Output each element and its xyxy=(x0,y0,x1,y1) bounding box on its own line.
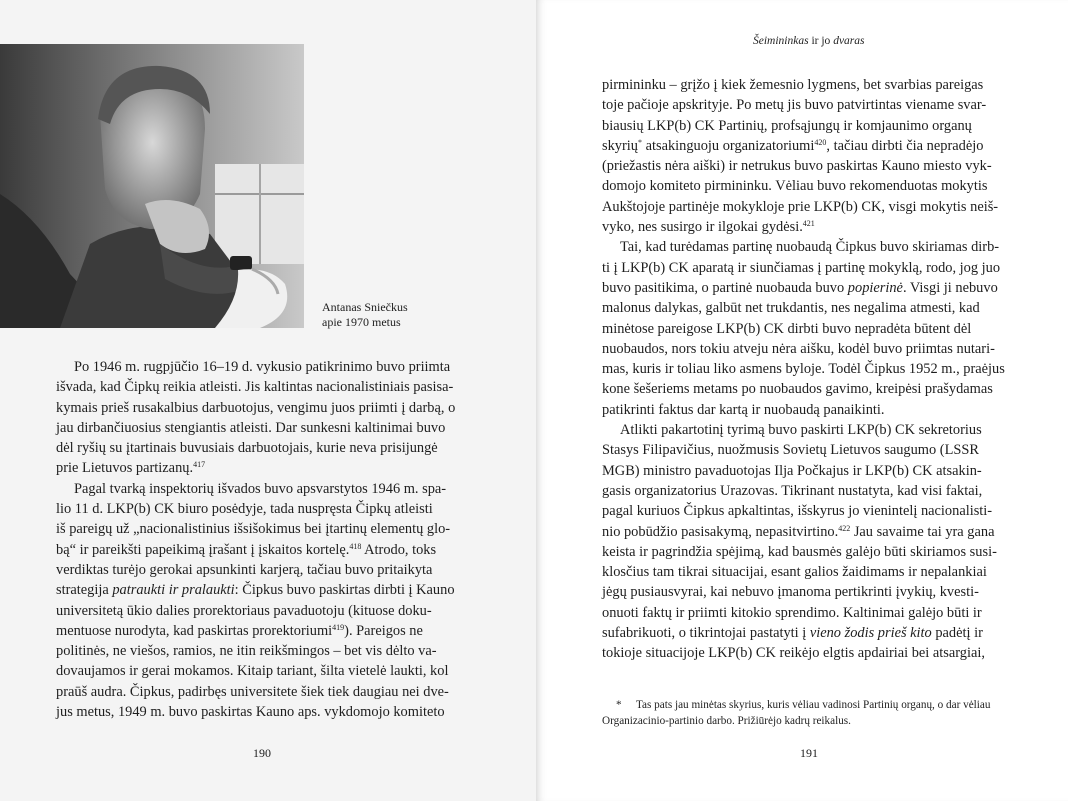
text-run: pirmininku – grįžo į kiek žemesnio lygmens, bet svarbias pareigas xyxy=(602,77,984,93)
text-run: ). Pareigos ne xyxy=(344,622,423,639)
text-line xyxy=(56,540,467,560)
text-run: onuoti faktų ir priimti kitokio sprendimo. Kaltinimai galėjo būti ir xyxy=(602,604,982,621)
text-run: MGB) ministro pavaduotojas Ilja Počkajus ir LKP(b) CK atsakin- xyxy=(602,462,982,479)
text-run: kymais prieš rusakalbius darbuotojus, vengimu juos priimti į darbą, o xyxy=(56,399,456,416)
text-run: kone šešeriems metams po nuobaudos gavimo, kreipėsi prašydamas xyxy=(602,381,993,398)
text-run: Atrodo, toks xyxy=(361,541,437,558)
text-run: Atlikti pakartotinį tyrimą buvo paskirti LKP(b) CK sekretorius xyxy=(620,422,982,439)
footnote-text: Tas pats jau minėtas skyrius, kuris vėliau vadinosi Partinių organų, o dar vėliau xyxy=(636,699,991,711)
text-run: Po 1946 m. rugpjūčio 16–19 d. vykusio patikrinimo buvo priimta xyxy=(74,359,451,375)
text-line xyxy=(602,400,1011,420)
footnote-line xyxy=(602,697,1011,713)
text-line xyxy=(602,481,1011,501)
caption-line: Antanas Sniečkus xyxy=(322,300,408,314)
running-head-title: Šeimininkas xyxy=(753,35,809,47)
text-run: domojo komiteto pirmininku. Vėliau buvo rekomenduotas mokytis xyxy=(602,178,988,195)
text-run: Pagal tvarką inspektorių išvados buvo apsvarstytos 1946 m. spa- xyxy=(74,480,447,497)
text-run: buvo pasitikima, o partinė nuobauda buvo xyxy=(602,279,848,296)
text-run: dėl ryšių su įtartinais buvusiais darbuotojais, kurie neva prisijungė xyxy=(56,440,438,457)
text-line xyxy=(602,603,1011,623)
text-line xyxy=(602,440,1011,460)
text-run: vyko, nes susirgo ir ilgokai gydėsi. xyxy=(602,219,803,236)
text-run: . Visgi ji nebuvo xyxy=(902,279,998,296)
photo-caption xyxy=(322,300,408,330)
text-line xyxy=(56,357,467,377)
text-run: jėgų pusiausvyrai, kai nebuvo įmanoma pertikrinti įvykių, kvesti- xyxy=(602,584,979,601)
text-run: iš pareigų už „nacionalistinius išsišokimus bei įtartinų elementų glo- xyxy=(56,521,451,538)
emphasis: popierinė xyxy=(847,279,903,296)
text-run: : Čipkus buvo paskirtas dirbti į Kauno xyxy=(234,582,455,599)
text-line xyxy=(602,319,1011,339)
text-line xyxy=(56,479,467,499)
text-run: strategija xyxy=(56,582,113,599)
text-run: praūš audra. Čipkus, padirbęs universitete šiek tiek daugiau nei dve- xyxy=(56,683,449,700)
emphasis: patraukti ir pralaukti xyxy=(112,582,235,599)
footnote-ref: 422 xyxy=(838,523,851,533)
text-line xyxy=(56,418,467,438)
text-line xyxy=(602,379,1011,399)
text-run: išvada, kad Čipkų reikia atleisti. Jis kaltintas nacionalistiniais pasisa- xyxy=(56,379,454,396)
text-run: , tačiau dirbti čia nepradėjo xyxy=(826,137,984,154)
text-line xyxy=(602,156,1011,176)
text-line xyxy=(602,75,1011,95)
text-line xyxy=(56,641,467,661)
text-run: jau dirbančiuosius stengiantis atleisti. Dar sunkesni kaltinimai buvo xyxy=(56,419,446,436)
text-run: minėtose pareigose LKP(b) CK dirbti buvo nepradėta būtent dėl xyxy=(602,320,972,337)
text-run: verdiktas turėjo gerokai apsunkinti karjerą, tačiau buvo pritaikyta xyxy=(56,561,433,578)
text-run: malonus dalykas, galbūt net trukdantis, nes negalima atmesti, kad xyxy=(602,300,980,317)
text-line xyxy=(602,359,1011,379)
text-line xyxy=(602,582,1011,602)
text-line xyxy=(602,542,1011,562)
text-run: mas, kuris ir toliau liko asmens byloje. Todėl Čipkus 1952 m., praėjus xyxy=(602,361,1005,378)
text-run: Stasys Filipavičius, nuožmusis Sovietų Lietuvos saugumo (LSSR xyxy=(602,442,979,459)
text-run: Aukštojoje partinėje mokykloje prie LKP(b) CK, visgi mokytis neiš- xyxy=(602,198,999,215)
body-text xyxy=(56,357,467,722)
text-run: tokioje situacijoje LKP(b) CK reikėjo elgtis apdairiai bei atsargiai, xyxy=(602,645,985,662)
text-line xyxy=(602,623,1011,643)
text-run: nuobaudos, nors tokiu atveju nėra aišku, kodėl buvo priimtas nutari- xyxy=(602,340,995,357)
text-line xyxy=(56,621,467,641)
caption-line: apie 1970 metus xyxy=(322,315,401,329)
footnote xyxy=(602,697,1011,729)
text-line xyxy=(602,562,1011,582)
footnote-ref: 419 xyxy=(332,622,345,632)
text-line xyxy=(602,298,1011,318)
text-run: gasis organizatorius Urazovas. Tikrinant nustatyta, kad visi faktai, xyxy=(602,482,983,499)
text-line xyxy=(602,95,1011,115)
text-run: sufabrikuoti, o tikrintojai pastatyti į xyxy=(602,625,810,642)
footnote-ref: 417 xyxy=(193,460,206,470)
text-run: pagal kuriuos Čipkus apkaltintas, išskyrus jo vienintelį nacionalisti- xyxy=(602,503,993,520)
text-line xyxy=(56,438,467,458)
text-run: universitetą ūkio dalies prorektoriaus pavaduotoju (kituose doku- xyxy=(56,602,432,619)
text-line xyxy=(56,601,467,621)
footnote-ref: 421 xyxy=(802,219,815,229)
text-line xyxy=(602,339,1011,359)
text-run: biausių LKP(b) CK Partinių, profsąjungų ir komjaunimo organų xyxy=(602,117,972,134)
text-line xyxy=(602,116,1011,136)
text-run: keista ir pagrindžia spėjimą, kad bausmės galėjo būti skiriamos susi- xyxy=(602,543,997,560)
body-text xyxy=(602,75,1011,664)
text-line xyxy=(56,499,467,519)
footnote-ref: 418 xyxy=(349,541,362,551)
footnote-mark: * xyxy=(616,699,622,711)
text-run: klosčius tam tikrai situacijai, esant galios žaidimams ir nepalankiai xyxy=(602,564,987,581)
text-run: dovaujamos ir gerai mokamos. Kitaip tariant, šilta vietelė laukti, kol xyxy=(56,663,449,680)
text-run: politinės, ne viešos, ramios, ne itin reikšmingos – bet vis dėlto va- xyxy=(56,643,437,660)
text-line xyxy=(602,501,1011,521)
text-line xyxy=(602,136,1011,156)
text-line xyxy=(56,580,467,600)
page-number: 190 xyxy=(253,746,271,760)
footnote-line: Organizacinio-partinio darbo. Prižiūrėjo kadrų reikalus. xyxy=(602,715,851,727)
text-run: atsakinguoju organizatoriumi xyxy=(641,137,815,154)
text-run: (priežastis nėra aiški) ir netrukus buvo paskirtas Kauno miesto vyk- xyxy=(602,158,992,175)
footnote-ref: * xyxy=(637,137,642,147)
text-line xyxy=(602,522,1011,542)
text-line xyxy=(602,197,1011,217)
text-run: lio 11 d. LKP(b) CK biuro posėdyje, tada nuspręsta Čipkų atleisti xyxy=(56,501,433,518)
text-line xyxy=(602,278,1011,298)
text-run: jus metus, 1949 m. buvo paskirtas Kauno aps. vykdomojo komiteto xyxy=(56,704,445,721)
running-head xyxy=(753,35,865,47)
text-line xyxy=(56,398,467,418)
text-run: padėtį ir xyxy=(931,625,983,642)
text-run: toje pačioje apskrityje. Po metų jis buvo patvirtintas viename svar- xyxy=(602,97,987,114)
text-line xyxy=(56,519,467,539)
text-line xyxy=(602,643,1011,663)
footnote-ref: 420 xyxy=(814,137,827,147)
text-run: skyrių xyxy=(602,137,638,154)
text-line xyxy=(56,682,467,702)
text-line xyxy=(602,258,1011,278)
running-head-subtitle: dvaras xyxy=(833,35,865,47)
text-line xyxy=(56,560,467,580)
text-run: nio pobūdžio pasisakymą, nepasitvirtino. xyxy=(602,523,839,540)
text-run: bą“ ir pareikšti papeikimą įrašant į įskaitos kortelę. xyxy=(56,541,350,558)
page-number: 191 xyxy=(800,746,818,760)
text-line xyxy=(602,217,1011,237)
text-run: prie Lietuvos partizanų. xyxy=(56,460,194,477)
text-run: Tai, kad turėdamas partinę nuobaudą Čipkus buvo skiriamas dirb- xyxy=(620,239,1000,256)
text-run: mentuose nurodyta, kad paskirtas prorektoriumi xyxy=(56,622,333,639)
text-line xyxy=(56,661,467,681)
text-run: patikrinti faktus dar kartą ir nuobaudą panaikinti. xyxy=(602,401,885,418)
text-line xyxy=(56,377,467,397)
text-line xyxy=(602,461,1011,481)
running-head-connector: ir jo xyxy=(808,35,834,47)
text-line xyxy=(602,237,1011,257)
text-line xyxy=(56,702,467,722)
emphasis: vieno žodis prieš kito xyxy=(809,625,932,642)
text-line xyxy=(602,420,1011,440)
text-line xyxy=(602,176,1011,196)
text-run: Jau savaime tai yra gana xyxy=(850,523,995,540)
text-line xyxy=(56,458,467,478)
portrait-photo xyxy=(0,44,304,328)
right-page xyxy=(536,0,1068,801)
text-run: ti į LKP(b) CK aparatą ir siunčiamas į partinę mokyklą, rodo, jog juo xyxy=(602,259,1001,276)
